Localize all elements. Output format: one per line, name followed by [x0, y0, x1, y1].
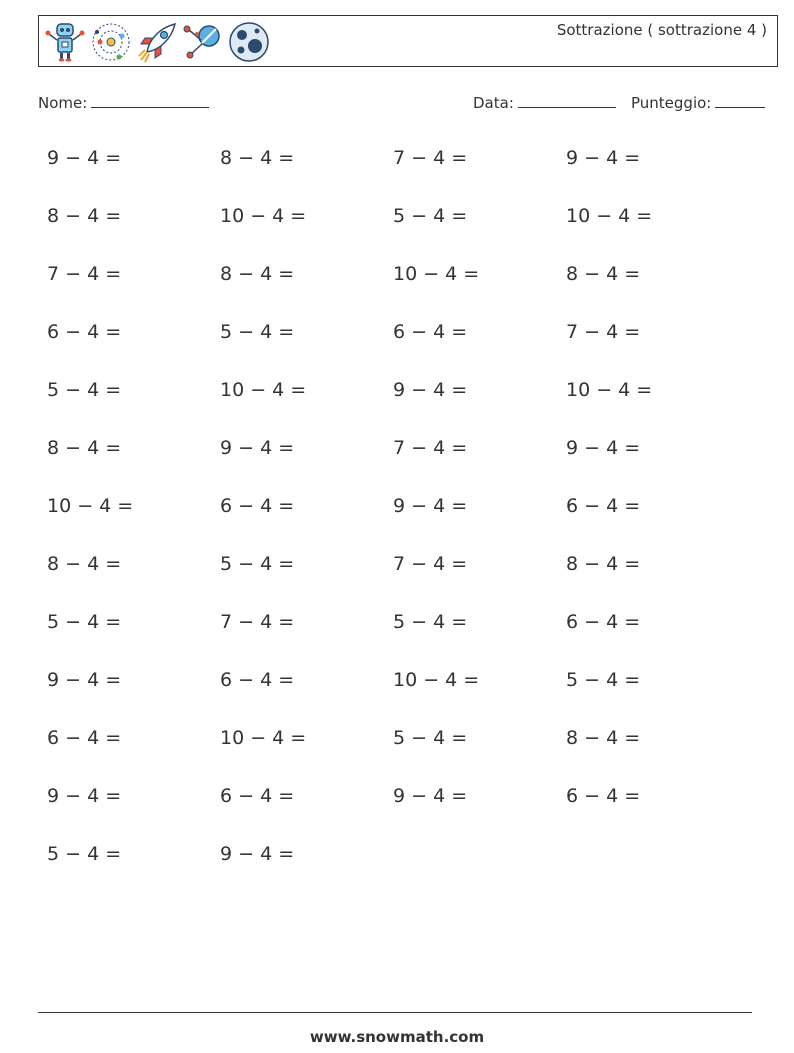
header-box: [38, 15, 778, 67]
date-label: Data:: [473, 94, 514, 112]
name-field: [38, 93, 209, 112]
solar-system-icon: [89, 20, 133, 64]
problem-item: 10 − 4 =: [220, 379, 307, 401]
date-blank[interactable]: [518, 93, 616, 108]
name-label: Nome:: [38, 94, 88, 112]
problem-item: 9 − 4 =: [393, 785, 468, 807]
robot-icon: [43, 20, 87, 64]
problem-item: 6 − 4 =: [566, 611, 641, 633]
rocket-icon: [135, 20, 179, 64]
problem-item: 6 − 4 =: [220, 669, 295, 691]
problem-item: 10 − 4 =: [220, 727, 307, 749]
date-field: [473, 93, 616, 112]
problem-item: 8 − 4 =: [566, 553, 641, 575]
problem-item: 6 − 4 =: [47, 727, 122, 749]
problem-item: 5 − 4 =: [220, 553, 295, 575]
problem-item: 9 − 4 =: [566, 147, 641, 169]
worksheet-title: Sottrazione ( sottrazione 4 ): [556, 21, 767, 39]
problem-item: 5 − 4 =: [220, 321, 295, 343]
score-blank[interactable]: [715, 93, 765, 108]
problem-item: 10 − 4 =: [47, 495, 134, 517]
problem-item: 6 − 4 =: [47, 321, 122, 343]
problem-item: 8 − 4 =: [220, 263, 295, 285]
problem-item: 8 − 4 =: [47, 553, 122, 575]
problem-item: 8 − 4 =: [47, 437, 122, 459]
problem-item: 9 − 4 =: [220, 437, 295, 459]
problem-item: 10 − 4 =: [566, 205, 653, 227]
problem-item: 6 − 4 =: [566, 785, 641, 807]
problem-item: 6 − 4 =: [393, 321, 468, 343]
problem-item: 6 − 4 =: [220, 495, 295, 517]
problem-item: 7 − 4 =: [47, 263, 122, 285]
satellite-icon: [181, 20, 225, 64]
header-icons: [43, 20, 271, 64]
score-label: Punteggio:: [631, 94, 712, 112]
problem-item: 9 − 4 =: [47, 147, 122, 169]
problem-item: 7 − 4 =: [220, 611, 295, 633]
score-field: [631, 93, 765, 112]
problem-item: 9 − 4 =: [47, 669, 122, 691]
problem-item: 8 − 4 =: [566, 727, 641, 749]
problem-item: 5 − 4 =: [47, 379, 122, 401]
footer-divider: [38, 1012, 752, 1013]
problem-item: 10 − 4 =: [393, 669, 480, 691]
problem-item: 7 − 4 =: [393, 553, 468, 575]
footer-url: www.snowmath.com: [309, 1028, 485, 1046]
problem-item: 9 − 4 =: [393, 379, 468, 401]
problem-item: 8 − 4 =: [220, 147, 295, 169]
moon-icon: [227, 20, 271, 64]
problem-item: 5 − 4 =: [393, 727, 468, 749]
problem-item: 10 − 4 =: [393, 263, 480, 285]
problem-item: 6 − 4 =: [220, 785, 295, 807]
problem-item: 5 − 4 =: [47, 611, 122, 633]
problem-item: 5 − 4 =: [47, 843, 122, 865]
problem-item: 10 − 4 =: [220, 205, 307, 227]
name-blank[interactable]: [91, 93, 209, 108]
problem-item: 7 − 4 =: [566, 321, 641, 343]
problem-item: 10 − 4 =: [566, 379, 653, 401]
problem-item: 5 − 4 =: [566, 669, 641, 691]
problem-item: 6 − 4 =: [566, 495, 641, 517]
problem-item: 9 − 4 =: [393, 495, 468, 517]
problem-item: 8 − 4 =: [47, 205, 122, 227]
problem-item: 9 − 4 =: [566, 437, 641, 459]
problem-item: 9 − 4 =: [47, 785, 122, 807]
problem-item: 5 − 4 =: [393, 611, 468, 633]
problem-item: 7 − 4 =: [393, 437, 468, 459]
problem-item: 7 − 4 =: [393, 147, 468, 169]
problem-item: 8 − 4 =: [566, 263, 641, 285]
problem-item: 5 − 4 =: [393, 205, 468, 227]
problem-item: 9 − 4 =: [220, 843, 295, 865]
